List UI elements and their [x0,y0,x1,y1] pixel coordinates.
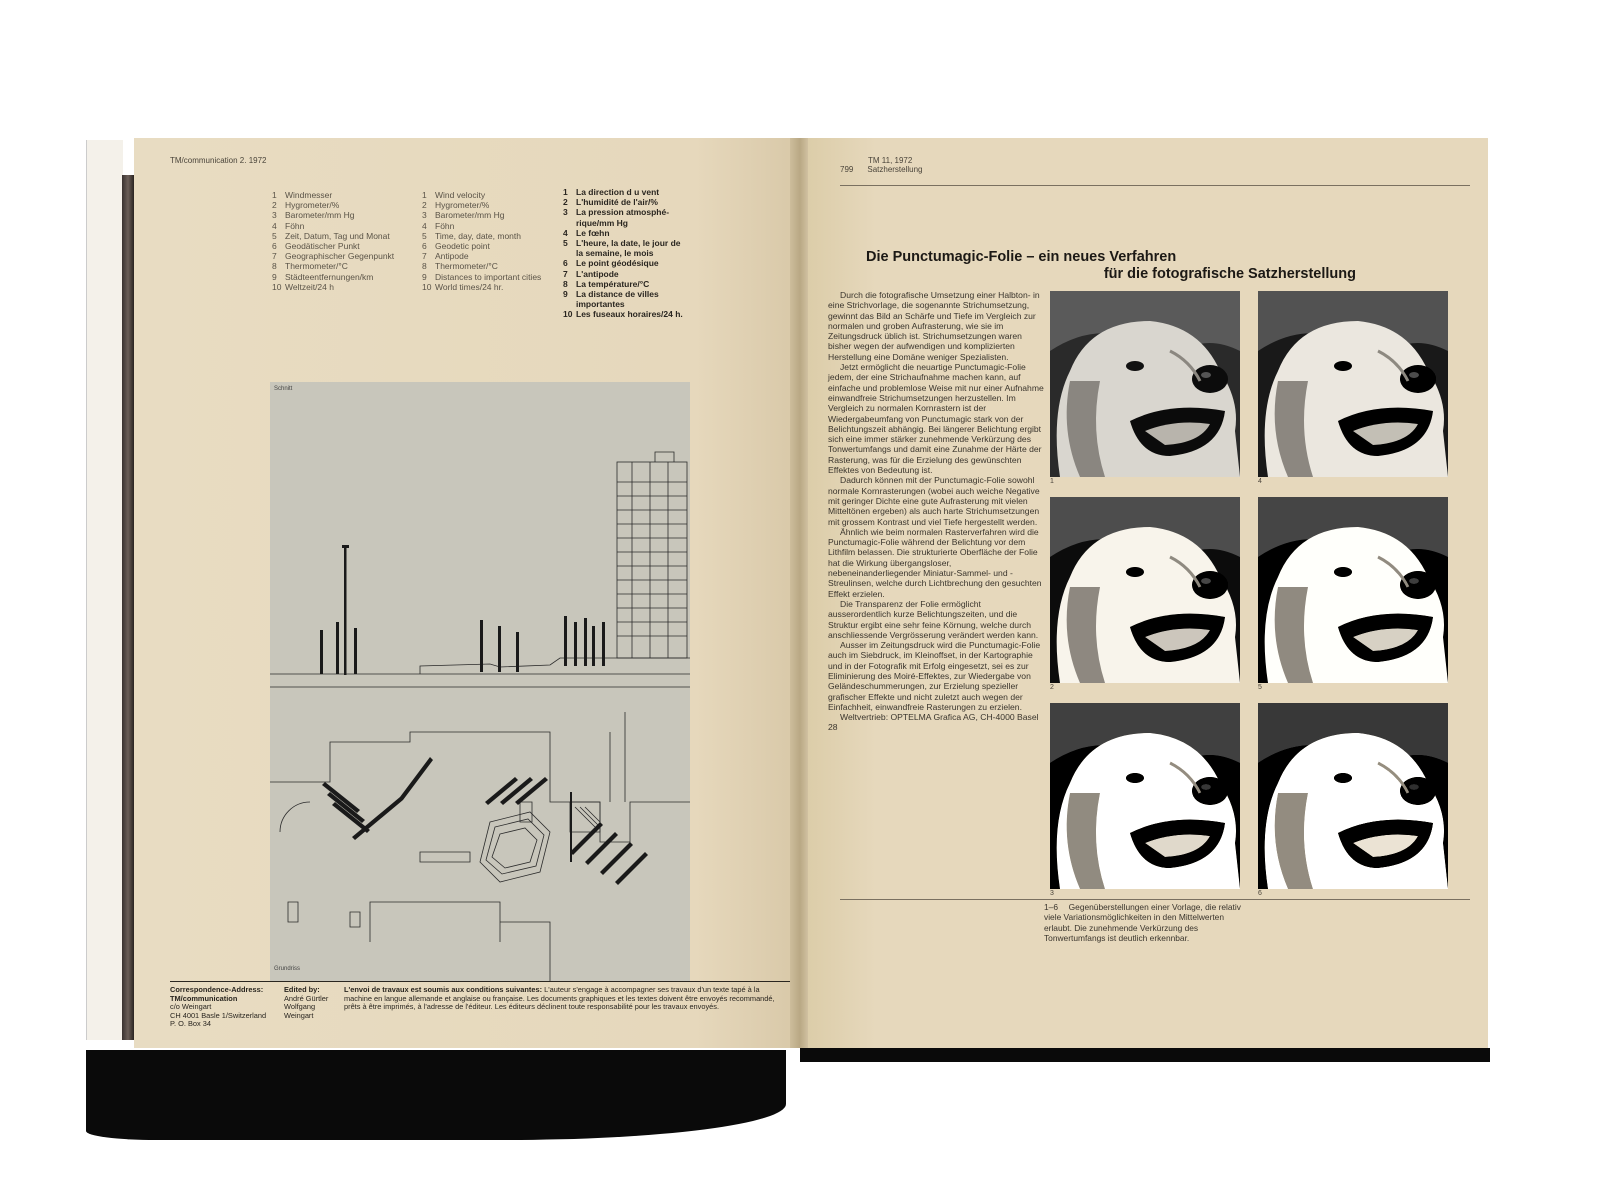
page-number: 799 [840,165,854,174]
legend-de-text: Windmesser [285,190,333,200]
legend-de-number: 5 [272,230,277,241]
legend-de-text: Föhn [285,220,305,231]
legend-de-number: 7 [272,251,277,262]
legend-fr-item [563,248,733,258]
legend-fr-item [563,228,733,238]
gutter [790,138,810,1048]
title-line-1: Die Punctumagic-Folie – ein neues Verfahren [866,249,1177,265]
legend-en-number: 2 [422,200,427,211]
legend-de-number: 3 [272,210,277,221]
legend-de-text: Geographischer Gegenpunkt [285,251,395,262]
legend-fr-text: L'antipode [576,268,619,279]
legend-en-number: 3 [422,210,427,221]
dog-photo [1258,703,1448,889]
legend-en-number: 6 [422,241,427,252]
legend-de-item [272,190,422,200]
legend-fr-item [563,279,733,289]
legend-en-number: 4 [422,220,427,231]
legend-en-item [422,251,572,261]
legend-fr-number: 7 [563,268,568,279]
legend-fr-number: 3 [563,207,568,218]
right-page [808,138,1488,1048]
figure-number: 6 [1258,890,1262,897]
legend-de-item [272,221,422,231]
legend-de-item [272,272,422,282]
legend-de-item [272,231,422,241]
legend-en-item [422,231,572,241]
footer-conditions-title: L'envoi de travaux est soumis aux conditions suivantes: [344,985,543,994]
footer-line: CH 4001 Basle 1/Switzerland [170,1010,267,1020]
legend-de-number: 10 [272,281,282,292]
legend-fr-text: Le fœhn [576,227,610,238]
legend-en-text: Barometer/mm Hg [435,210,505,221]
legend-english [422,190,572,292]
footer-conditions-text: L'auteur s'engage à accompagner ses travaux d'un texte tapé à la machine en langue allemande et anglaise ou française. Les documents graphiques et les textes doivent être envoyés recommandé, prêts à être imprimés, à l'adresse de l'éditeur. Les éditeurs déclinent toute responsabilité pour les travaux envoyés. [344,985,775,1012]
legend-en-number: 8 [422,261,427,272]
book-shadow-left [86,1050,786,1140]
legend-fr-number: 4 [563,227,568,238]
architecture-drawing [270,382,690,982]
legend-en-text: Time, day, date, month [435,230,521,241]
legend-fr-item [563,238,733,248]
legend-en-text: Geodetic point [435,241,490,252]
dog-photo [1050,497,1240,683]
legend-fr-number: 1 [563,187,568,197]
legend-en-text: Föhn [435,220,455,231]
legend-en-text: Hygrometer/% [435,200,490,211]
legend-fr-text: L'humidité de l'air/% [576,197,658,208]
footer-conditions [344,986,784,1012]
legend-en-item [422,272,572,282]
legend-en-number: 5 [422,230,427,241]
legend-de-number: 2 [272,200,277,211]
legend-de-text: Städteentfernungen/km [285,271,374,282]
legend-fr-number: 10 [563,309,573,320]
legend-fr-text: Le point géodésique [576,258,659,269]
legend-de-text: Barometer/mm Hg [285,210,355,221]
article-paragraph: Weltvertrieb: OPTELMA Grafica AG, CH-4000 Basel 28 [828,712,1039,733]
article-paragraph: Ausser im Zeitungsdruck wird die Punctumagic-Folie auch im Siebdruck, im Kleinoffset, in der Kartographie und in der Fotografik mit Erfolg eingesetzt, sei es zur Eliminierung des Moiré-Effektes, zur Wiedergabe von Geländeschummerungen, zur Erzielung spezieller grafischer Effekte und nicht zuletzt auch wegen der Einfachheit, einwandfreie Rasterungen zu erzielen. [828,640,1041,712]
issue-label: TM 11, 1972 [868,156,913,165]
legend-fr-item [563,197,733,207]
legend-de-number: 6 [272,241,277,252]
caption-text: Gegenüberstellungen einer Vorlage, die relativ viele Variationsmöglichkeiten in den Mittelwerten erlaubt. Die zunehmende Verkürzung des Tonwertumfangs ist deutlich erkennbar. [1044,902,1241,943]
legend-fr-number: 5 [563,238,568,249]
caption-number: 1–6 [1044,902,1058,912]
legend-french [563,187,733,320]
drawing-svg [270,382,690,982]
footer-line: P. O. Box 34 [170,1019,211,1029]
legend-fr-text: La distance de villes [576,289,659,300]
legend-fr-item [563,187,733,197]
right-running-head [840,156,923,174]
legend-en-text: Distances to important cities [435,271,542,282]
article-paragraph: Durch die fotografische Umsetzung einer Halbton- in eine Strichvorlage, die sogenannte Strichumsetzung, gewinnt das Bild an Schärfe und Tiefe im Vergleich zur normalen und groben Aufrasterung, wie sie im Zeitungsdruck üblich ist. Strichumsetzungen waren bisher wegen der aufwendigen und komplizierten Herstellung eine Domäne weniger Spezialisten. [828,290,1040,362]
left-page [134,138,794,1048]
legend-fr-text: Les fuseaux horaires/24 h. [576,309,683,320]
legend-en-item [422,241,572,251]
legend-en-item [422,221,572,231]
footer-line: Wolfgang [284,1002,316,1012]
dog-photo [1050,291,1240,477]
book-shadow-right [800,1048,1490,1062]
legend-fr-item [563,258,733,268]
figure-number: 5 [1258,684,1262,691]
legend-en-item [422,261,572,271]
legend-de-text: Hygrometer/% [285,200,340,211]
legend-de-number: 4 [272,220,277,231]
legend-de-number: 9 [272,271,277,282]
legend-en-text: Antipode [435,251,469,262]
legend-fr-number: 9 [563,289,568,300]
drawing-plan-label: Grundriss [274,966,301,972]
article-paragraph: Die Transparenz der Folie ermöglicht ausserordentlich kurze Belichtungszeiten, und die Struktur ergibt eine sehr feine Körnung, welche durch anschliessende Vergrösserung verändert werden kann. [828,598,1039,640]
section-label: Satzherstellung [867,165,923,174]
legend-en-number: 9 [422,271,427,282]
figure-number: 2 [1050,684,1054,691]
article-title [866,249,1356,283]
legend-fr-text: importantes [576,299,625,310]
article-body [828,290,1046,733]
title-line-2: für die fotografische Satzherstellung [1103,266,1356,282]
legend-en-number: 10 [422,281,432,292]
legend-en-item [422,200,572,210]
article-paragraph: Ähnlich wie beim normalen Rasterverfahren wird die Punctumagic-Folie während der Belichtung vor dem Lithfilm belassen. Die strukturierte Oberfläche der Folie hat die Wirkung übergangsloser, nebeneinanderliegender Miniatur-Sammel- und -Streulinsen, welche durch Lichtbrechung den gesuchten Effekt erzielen. [828,526,1042,599]
left-running-head: TM/communication 2. 1972 [170,156,267,165]
legend-de-item [272,282,422,292]
dog-photo [1258,497,1448,683]
legend-fr-item [563,289,733,299]
legend-fr-text: La direction d u vent [576,187,660,197]
legend-de-text: Thermometer/°C [285,261,348,272]
footer-line: TM/communication [170,993,238,1003]
legend-fr-number: 8 [563,278,568,289]
legend-en-number: 1 [422,190,427,200]
legend-fr-text: La température/°C [576,278,650,289]
figure-caption [1044,902,1254,943]
legend-fr-number: 2 [563,197,568,208]
legend-fr-text: rique/mm Hg [576,217,628,228]
book-edge-dark [122,175,134,1040]
legend-en-number: 7 [422,251,427,262]
legend-en-item [422,210,572,220]
legend-fr-item [563,207,733,217]
legend-fr-text: L'heure, la date, le jour de [576,238,681,249]
figure-number: 1 [1050,478,1054,485]
legend-de-item [272,200,422,210]
legend-de-item [272,251,422,261]
right-header-rule [840,185,1470,186]
legend-de-item [272,210,422,220]
legend-fr-item [563,218,733,228]
figure-number: 4 [1258,478,1262,485]
legend-en-item [422,190,572,200]
article-paragraph: Dadurch können mit der Punctumagic-Folie sowohl normale Kornrasterungen (wobei auch weiche Negative mit geringer Dichte eine gute Aufrasterung mit vielen Mitteltönen ergeben) als auch harte Strichumsetzungen mit grossem Kontrast und viel Tiefe hergestellt werden. [828,475,1040,527]
footer-line: André Gürtler [284,993,329,1003]
legend-de-text: Weltzeit/24 h [285,281,334,292]
figure-number: 3 [1050,890,1054,897]
legend-german [272,190,422,292]
legend-de-number: 1 [272,190,277,200]
footer-line: Weingart [284,1010,314,1020]
legend-de-item [272,241,422,251]
legend-en-text: Wind velocity [435,190,486,200]
legend-fr-text: la semaine, le mois [576,248,654,259]
legend-en-item [422,282,572,292]
article-paragraph: Jetzt ermöglicht die neuartige Punctumagic-Folie jedem, der eine Strichaufnahme machen kann, auf einfache und problemlose Weise mit nur einer Aufnahme einwandfreie Strichumsetzungen herzustellen. Im Vergleich zu normalen Kornrastern ist der Wiedergabeumfang von Punctumagic stark von der Belichtungszeit abhängig. Bei längerer Belichtung ergibt sich eine immer stärker zunehmende Verkürzung des Tonwertumfangs und damit eine Zunahme der Härte der Rasterung, was für die Erzielung des gewünschten Effektes von Bedeutung ist. [828,362,1044,476]
left-footer-rule [170,981,790,982]
dog-photo [1050,703,1240,889]
drawing-section-label: Schnitt [274,386,293,392]
legend-fr-text: La pression atmosphé- [576,207,670,218]
legend-en-text: World times/24 hr. [435,281,504,292]
book-edge-white [86,140,123,1040]
legend-fr-number: 6 [563,258,568,269]
right-bottom-rule [840,899,1470,900]
dog-photo [1258,291,1448,477]
footer-correspondence [170,986,290,1029]
footer-editors-title: Edited by: [284,985,320,994]
legend-de-number: 8 [272,261,277,272]
legend-de-text: Geodätischer Punkt [285,241,360,252]
legend-fr-item [563,309,733,319]
legend-de-item [272,261,422,271]
legend-en-text: Thermometer/°C [435,261,498,272]
legend-de-text: Zeit, Datum, Tag und Monat [285,230,390,241]
footer-correspondence-title: Correspondence-Address: [170,985,264,994]
legend-fr-item [563,269,733,279]
legend-fr-item [563,299,733,309]
footer-editors [284,986,344,1020]
footer-line: c/o Weingart [170,1002,212,1012]
